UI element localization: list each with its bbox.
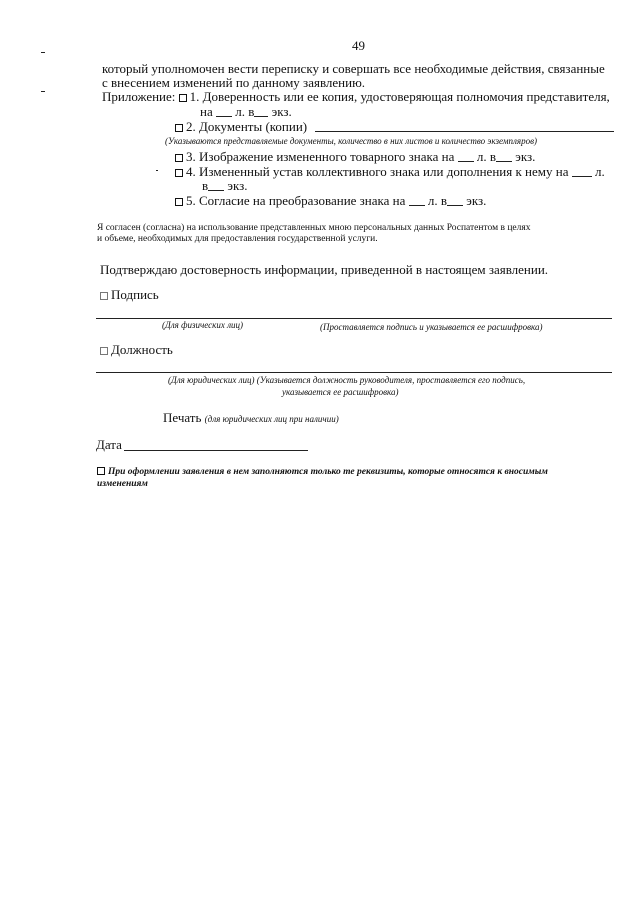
item4-pages-label: л.	[594, 164, 605, 179]
checkbox-icon[interactable]	[175, 198, 183, 206]
signature-hint-right: (Проставляется подпись и указывается ее расшифровка)	[320, 322, 543, 332]
stamp-row	[163, 410, 339, 425]
checkbox-icon[interactable]	[175, 154, 183, 162]
stamp-label: Печать	[163, 410, 202, 425]
page-number: 49	[352, 38, 365, 53]
intro-line-1: который уполномочен вести переписку и совершать все необходимые действия, связанные	[102, 61, 605, 76]
pages-field[interactable]	[216, 106, 232, 117]
item4-copies-label: экз.	[227, 178, 248, 193]
pages-field[interactable]	[409, 195, 425, 206]
stamp-hint: (для юридических лиц при наличии)	[204, 414, 339, 424]
position-row	[100, 342, 173, 357]
footnote-line-1	[97, 467, 548, 478]
attachment-item-1: 1. Доверенность или ее копия, удостоверяющая полномочия представителя,	[189, 89, 610, 104]
checkbox-icon[interactable]	[175, 124, 183, 132]
intro-line-2: с внесением изменений по данному заявлению.	[102, 75, 366, 90]
item5-label: 5. Согласие на преобразование знака на	[186, 193, 406, 208]
documents-field[interactable]	[315, 131, 614, 132]
signature-row	[100, 287, 159, 302]
copies-field[interactable]	[447, 195, 463, 206]
copies-field[interactable]	[208, 180, 224, 191]
date-field[interactable]	[124, 450, 308, 451]
item1-on-label: на	[200, 104, 213, 119]
margin-mark	[156, 170, 158, 171]
signature-field[interactable]	[96, 318, 612, 319]
item5-copies-label: экз.	[466, 193, 487, 208]
checkbox-icon[interactable]	[100, 292, 108, 300]
attachment-item-1-continuation	[200, 104, 292, 119]
attachment-item-2	[175, 119, 307, 134]
checkbox-icon[interactable]	[100, 347, 108, 355]
signature-label: Подпись	[111, 287, 159, 302]
attachment-item-4-continuation	[202, 178, 248, 193]
item2-hint: (Указываются представляемые документы, количество в них листов и количество экземпляров)	[165, 136, 537, 146]
position-hint-1: (Для юридических лиц) (Указывается должность руководителя, проставляется его подпись,	[168, 375, 526, 385]
position-label: Должность	[111, 342, 173, 357]
consent-line-1: Я согласен (согласна) на использование представленных мною персональных данных Роспатентом в целях	[97, 223, 531, 233]
pages-field[interactable]	[458, 151, 474, 162]
attachment-item-5	[175, 193, 486, 208]
footnote-line-2: изменениям	[97, 479, 148, 489]
position-hint-2: указывается ее расшифровка)	[282, 387, 399, 397]
margin-mark	[41, 52, 45, 53]
pages-field[interactable]	[572, 166, 592, 177]
copies-field[interactable]	[254, 106, 268, 117]
attachment-item-3	[175, 149, 535, 164]
copies-field[interactable]	[496, 151, 512, 162]
item4-label: 4. Измененный устав коллективного знака или дополнения к нему на	[186, 164, 569, 179]
attachments-label: Приложение:	[102, 89, 176, 104]
checkbox-icon[interactable]	[175, 169, 183, 177]
checkbox-icon[interactable]	[179, 94, 187, 102]
attachment-item-4	[175, 164, 605, 179]
confirm-text: Подтверждаю достоверность информации, приведенной в настоящем заявлении.	[100, 262, 549, 277]
consent-line-2: и объеме, необходимых для предоставления государственной услуги.	[97, 234, 378, 244]
margin-mark	[41, 91, 45, 92]
footnote-text: При оформлении заявления в нем заполняются только те реквизиты, которые относятся к вносимым	[108, 467, 548, 477]
item1-pages-label: л. в	[235, 104, 255, 119]
position-field[interactable]	[96, 372, 612, 373]
item5-pages-label: л. в	[427, 193, 448, 208]
signature-hint-left: (Для физических лиц)	[162, 320, 244, 330]
checkbox-icon	[97, 467, 105, 475]
item3-pages-label: л. в	[476, 149, 496, 164]
item3-copies-label: экз.	[515, 149, 536, 164]
date-label: Дата	[96, 437, 122, 452]
attachments-block	[102, 89, 610, 104]
item1-copies-label: экз.	[271, 104, 292, 119]
item3-label: 3. Изображение измененного товарного знака на	[186, 149, 455, 164]
item2-label: 2. Документы (копии)	[186, 119, 308, 134]
item4-in-label: в	[202, 178, 209, 193]
